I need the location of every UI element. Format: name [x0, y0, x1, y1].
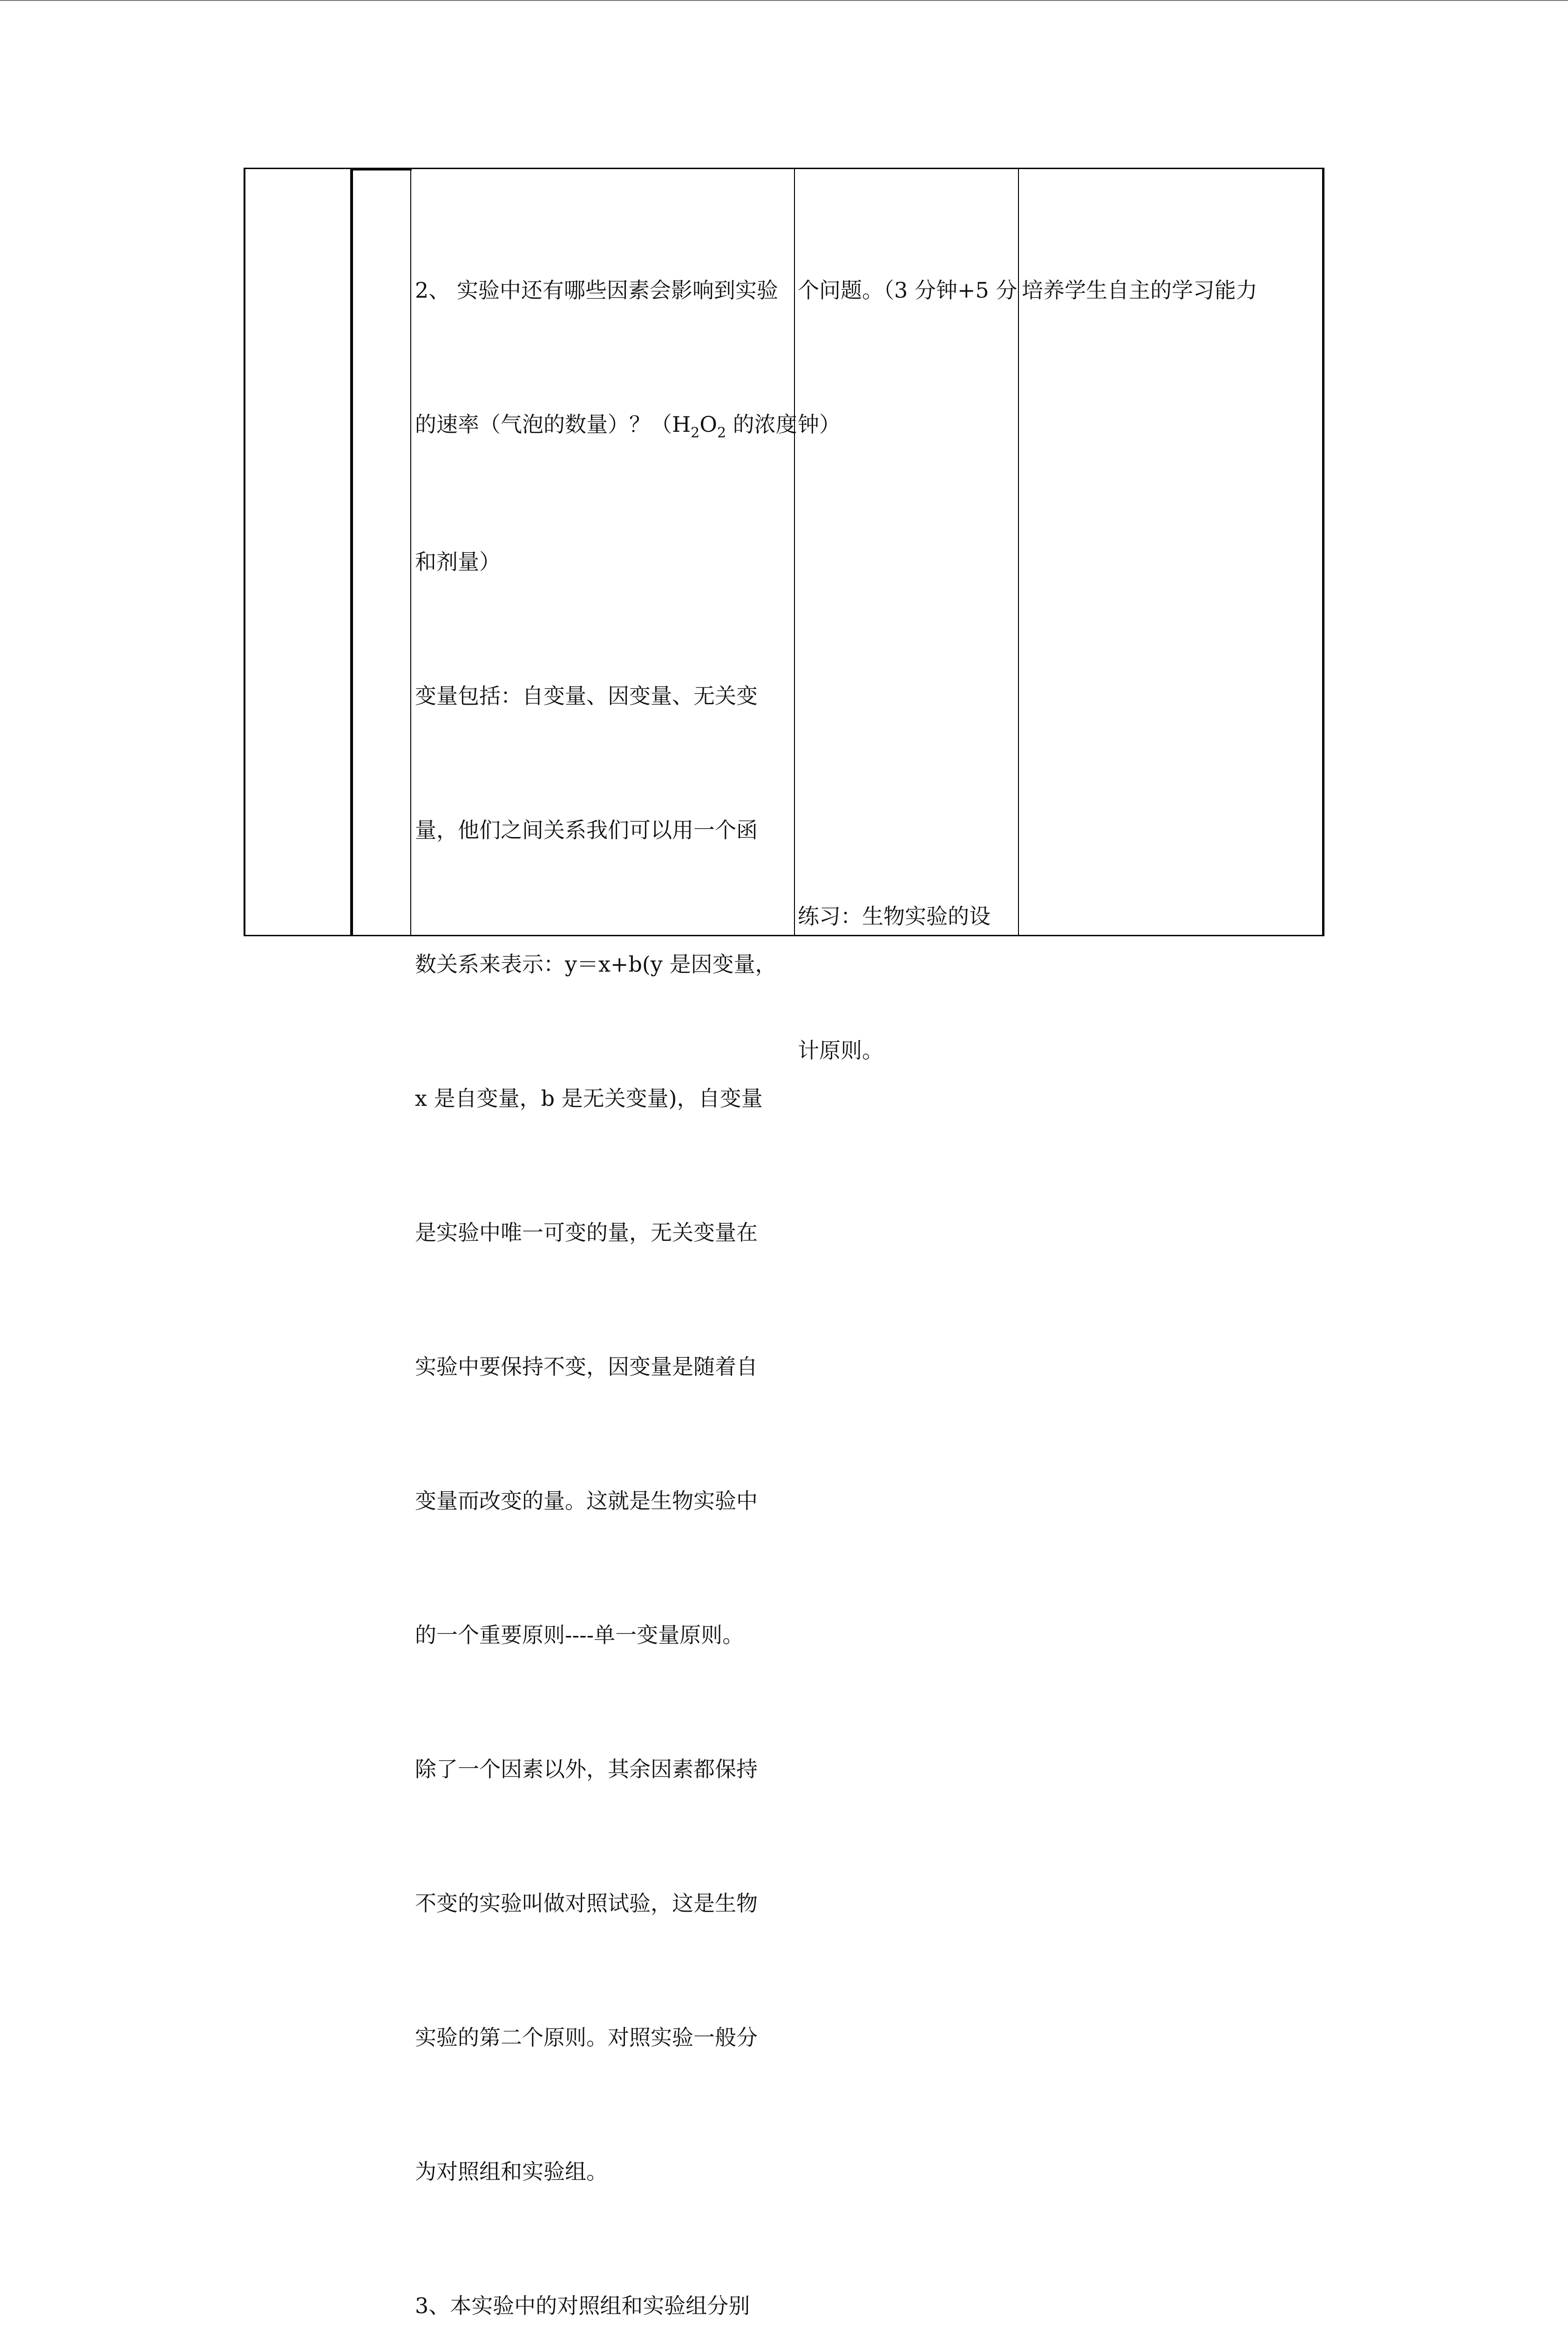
col5-left-border	[1018, 168, 1019, 936]
text-line: 除了一个因素以外，其余因素都保持	[415, 1757, 758, 1782]
column-goal-cell	[1022, 178, 1320, 402]
page-top-rule	[0, 0, 1568, 1]
text-line: 不变的实验叫做对照试验，这是生物	[415, 1891, 758, 1916]
text-line: 实验的第二个原则。对照实验一般分	[415, 2025, 758, 2050]
text-line: x 是自变量，b 是无关变量)，自变量	[415, 1086, 763, 1111]
text-line: 的一个重要原则----单一变量原则。	[415, 1622, 744, 1648]
text-line: 3、本实验中的对照组和实验组分别	[415, 2293, 750, 2318]
table-left-border	[244, 168, 245, 936]
text-line: 钟）	[798, 412, 841, 437]
text-line: 变量包括：自变量、因变量、无关变	[415, 683, 758, 708]
text-line-with-formula	[415, 402, 797, 450]
text-line: 实验中要保持不变，因变量是随着自	[415, 1354, 758, 1379]
col4-left-border	[794, 168, 795, 936]
text-line: 变量而改变的量。这就是生物实验中	[415, 1488, 758, 1513]
column-content-cell	[415, 178, 797, 2329]
text-line: 练习：生物实验的设	[798, 904, 991, 929]
text-segment: 的浓度	[726, 412, 797, 437]
text-line: 是实验中唯一可变的量，无关变量在	[415, 1220, 758, 1245]
text-line: 量，他们之间关系我们可以用一个函	[415, 817, 758, 843]
text-line: 和剂量）	[415, 549, 501, 574]
col2-top-thick-border	[350, 168, 412, 170]
text-line: 个问题。（3 分钟+5 分	[798, 278, 1018, 303]
h2o2-formula: $H_2O_2$	[672, 412, 726, 441]
column-time-cell	[798, 178, 1016, 536]
col2-thick-border	[350, 168, 353, 936]
col3-left-border	[410, 168, 411, 936]
text-line: 数关系来表示：y＝x+b(y 是因变量，	[415, 952, 777, 977]
column-exercise-cell	[798, 804, 1016, 1162]
text-segment: 的速率（气泡的数量）？（	[415, 412, 672, 437]
text-line: 计原则。	[798, 1038, 883, 1063]
text-line: 培养学生自主的学习能力	[1022, 278, 1257, 303]
table-right-border	[1322, 168, 1324, 936]
text-line: 2、 实验中还有哪些因素会影响到实验	[415, 278, 778, 303]
text-line: 为对照组和实验组。	[415, 2159, 608, 2184]
